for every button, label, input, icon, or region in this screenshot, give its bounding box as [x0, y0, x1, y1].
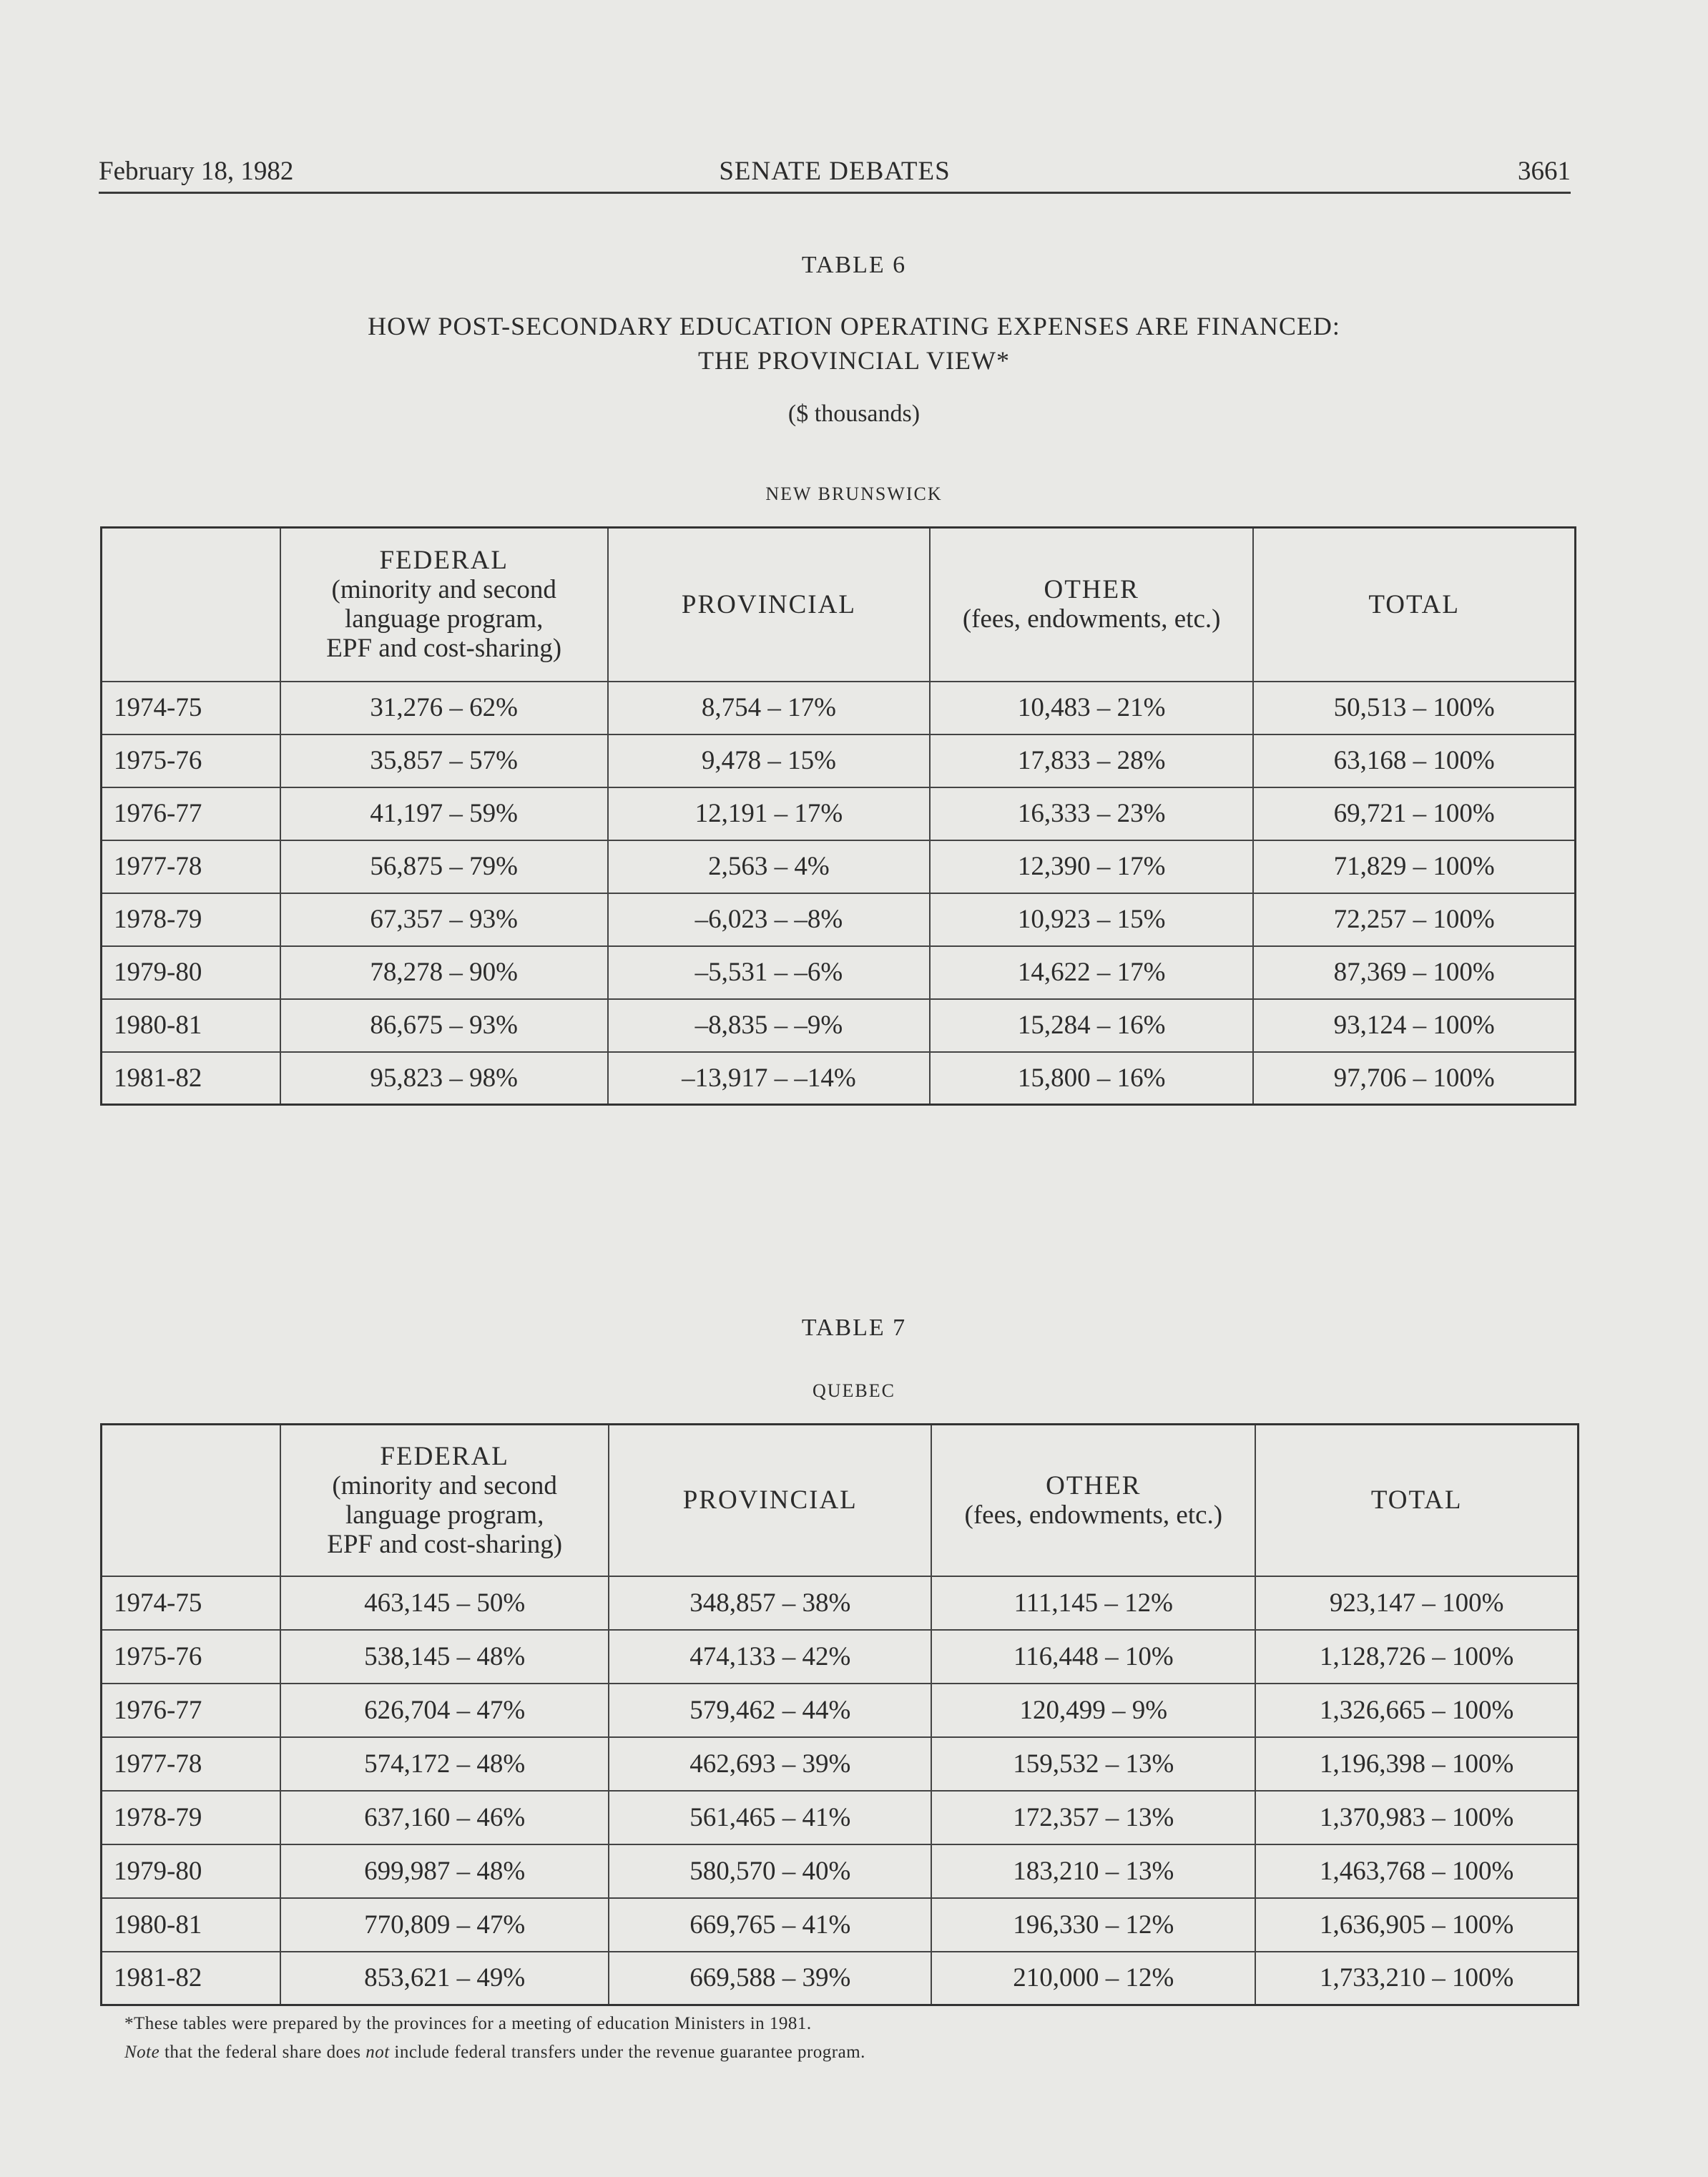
table7-header-row [102, 1425, 1579, 1576]
year-cell: 1974-75 [102, 682, 280, 734]
total-cell: 1,636,905 – 100% [1255, 1898, 1578, 1952]
table6-header-total [1253, 528, 1575, 682]
total-cell: 93,124 – 100% [1253, 999, 1575, 1052]
federal-cell: 41,197 – 59% [280, 787, 608, 840]
total-cell: 69,721 – 100% [1253, 787, 1575, 840]
other-cell: 12,390 – 17% [930, 840, 1253, 893]
total-cell: 50,513 – 100% [1253, 682, 1575, 734]
federal-cell: 463,145 – 50% [280, 1576, 609, 1630]
total-cell: 1,196,398 – 100% [1255, 1737, 1578, 1791]
other-cell: 15,284 – 16% [930, 999, 1253, 1052]
footnote-not-word: not [365, 2043, 390, 2062]
other-cell: 17,833 – 28% [930, 734, 1253, 787]
year-cell: 1977-78 [102, 840, 280, 893]
federal-cell: 626,704 – 47% [280, 1684, 609, 1737]
year-cell: 1981-82 [102, 1052, 280, 1105]
federal-cell: 637,160 – 46% [280, 1791, 609, 1844]
year-cell: 1978-79 [102, 893, 280, 946]
table7-header-other [931, 1425, 1255, 1576]
table7-header-federal [280, 1425, 609, 1576]
other-cell: 111,145 – 12% [931, 1576, 1255, 1630]
table7-other-title: OTHER [1046, 1470, 1142, 1500]
table6-header-federal [280, 528, 608, 682]
footnote-note-word: Note [124, 2043, 160, 2062]
provincial-cell: 9,478 – 15% [608, 734, 930, 787]
table7-federal-sub2: language program, [345, 1500, 544, 1530]
other-cell: 14,622 – 17% [930, 946, 1253, 999]
table6-heading-line1: HOW POST-SECONDARY EDUCATION OPERATING EXPENSES ARE FINANCED: [368, 312, 1340, 340]
federal-cell: 78,278 – 90% [280, 946, 608, 999]
total-cell: 923,147 – 100% [1255, 1576, 1578, 1630]
year-cell: 1975-76 [102, 1630, 281, 1684]
provincial-cell: 580,570 – 40% [609, 1844, 931, 1898]
provincial-cell: 669,588 – 39% [609, 1952, 931, 2005]
table-row [102, 1898, 1579, 1952]
table7-provincial-title: PROVINCIAL [682, 1485, 858, 1515]
footnote-text-b: include federal transfers under the revenue guarantee program. [389, 2043, 865, 2062]
table6-federal-sub3: EPF and cost-sharing) [326, 634, 562, 664]
table6-heading [0, 309, 1708, 378]
table7-label: TABLE 7 [801, 1314, 907, 1341]
federal-cell: 853,621 – 49% [280, 1952, 609, 2005]
table-row [102, 999, 1576, 1052]
table-row [102, 946, 1576, 999]
table-row [102, 1630, 1579, 1684]
other-cell: 10,483 – 21% [930, 682, 1253, 734]
provincial-cell: –13,917 – –14% [608, 1052, 930, 1105]
table7-federal-sub1: (minority and second [332, 1470, 557, 1500]
table6-header-row [102, 528, 1576, 682]
table7-header-year [102, 1425, 281, 1576]
year-cell: 1975-76 [102, 734, 280, 787]
year-cell: 1981-82 [102, 1952, 281, 2005]
table6-total-title: TOTAL [1368, 589, 1460, 619]
table6-region: NEW BRUNSWICK [765, 483, 943, 504]
table-row [102, 840, 1576, 893]
year-cell: 1974-75 [102, 1576, 281, 1630]
total-cell: 87,369 – 100% [1253, 946, 1575, 999]
year-cell: 1979-80 [102, 946, 280, 999]
table7-header-total [1255, 1425, 1578, 1576]
provincial-cell: –6,023 – –8% [608, 893, 930, 946]
federal-cell: 31,276 – 62% [280, 682, 608, 734]
federal-cell: 574,172 – 48% [280, 1737, 609, 1791]
federal-cell: 86,675 – 93% [280, 999, 608, 1052]
other-cell: 15,800 – 16% [930, 1052, 1253, 1105]
federal-cell: 699,987 – 48% [280, 1844, 609, 1898]
table-row [102, 682, 1576, 734]
table7-federal-title: FEDERAL [380, 1441, 509, 1471]
footnote-line1: *These tables were prepared by the provinces for a meeting of education Ministers in 1981. [124, 2014, 812, 2033]
year-cell: 1976-77 [102, 787, 280, 840]
provincial-cell: 8,754 – 17% [608, 682, 930, 734]
table-row [102, 1791, 1579, 1844]
table-row [102, 1844, 1579, 1898]
table6-other-title: OTHER [1044, 575, 1139, 605]
page-header [99, 156, 1571, 194]
table-row [102, 1576, 1579, 1630]
provincial-cell: 669,765 – 41% [609, 1898, 931, 1952]
table7-header-provincial [609, 1425, 931, 1576]
table7-region: QUEBEC [813, 1380, 895, 1401]
footnote-text-a: that the federal share does [159, 2043, 366, 2062]
table6-other-sub: (fees, endowments, etc.) [962, 604, 1221, 634]
table6-header-other [930, 528, 1253, 682]
other-cell: 120,499 – 9% [931, 1684, 1255, 1737]
table7-federal-sub3: EPF and cost-sharing) [327, 1529, 563, 1559]
provincial-cell: 2,563 – 4% [608, 840, 930, 893]
other-cell: 196,330 – 12% [931, 1898, 1255, 1952]
provincial-cell: –8,835 – –9% [608, 999, 930, 1052]
provincial-cell: –5,531 – –6% [608, 946, 930, 999]
table7 [100, 1423, 1579, 2006]
provincial-cell: 579,462 – 44% [609, 1684, 931, 1737]
table6-federal-title: FEDERAL [379, 546, 509, 576]
year-cell: 1976-77 [102, 1684, 281, 1737]
total-cell: 1,128,726 – 100% [1255, 1630, 1578, 1684]
table-row [102, 1684, 1579, 1737]
table6 [100, 526, 1576, 1106]
provincial-cell: 561,465 – 41% [609, 1791, 931, 1844]
other-cell: 116,448 – 10% [931, 1630, 1255, 1684]
total-cell: 71,829 – 100% [1253, 840, 1575, 893]
federal-cell: 35,857 – 57% [280, 734, 608, 787]
year-cell: 1978-79 [102, 1791, 281, 1844]
federal-cell: 95,823 – 98% [280, 1052, 608, 1105]
table6-header-year [102, 528, 280, 682]
header-title: SENATE DEBATES [719, 157, 951, 186]
year-cell: 1980-81 [102, 999, 280, 1052]
total-cell: 97,706 – 100% [1253, 1052, 1575, 1105]
federal-cell: 770,809 – 47% [280, 1898, 609, 1952]
table-row [102, 1737, 1579, 1791]
other-cell: 16,333 – 23% [930, 787, 1253, 840]
provincial-cell: 474,133 – 42% [609, 1630, 931, 1684]
table6-units: ($ thousands) [787, 400, 921, 427]
year-cell: 1979-80 [102, 1844, 281, 1898]
other-cell: 159,532 – 13% [931, 1737, 1255, 1791]
table6-label: TABLE 6 [801, 252, 907, 278]
federal-cell: 538,145 – 48% [280, 1630, 609, 1684]
table-row [102, 734, 1576, 787]
footnote-line2 [124, 2038, 865, 2067]
table7-other-sub: (fees, endowments, etc.) [964, 1500, 1223, 1530]
other-cell: 210,000 – 12% [931, 1952, 1255, 2005]
provincial-cell: 462,693 – 39% [609, 1737, 931, 1791]
table-row [102, 1052, 1576, 1105]
total-cell: 72,257 – 100% [1253, 893, 1575, 946]
other-cell: 172,357 – 13% [931, 1791, 1255, 1844]
table7-total-title: TOTAL [1370, 1485, 1463, 1515]
federal-cell: 67,357 – 93% [280, 893, 608, 946]
table-row [102, 893, 1576, 946]
total-cell: 1,326,665 – 100% [1255, 1684, 1578, 1737]
other-cell: 183,210 – 13% [931, 1844, 1255, 1898]
table-row [102, 1952, 1579, 2005]
provincial-cell: 348,857 – 38% [609, 1576, 931, 1630]
table6-federal-sub1: (minority and second [331, 575, 556, 605]
provincial-cell: 12,191 – 17% [608, 787, 930, 840]
other-cell: 10,923 – 15% [930, 893, 1253, 946]
year-cell: 1977-78 [102, 1737, 281, 1791]
table6-federal-sub2: language program, [345, 604, 544, 634]
federal-cell: 56,875 – 79% [280, 840, 608, 893]
table6-provincial-title: PROVINCIAL [681, 589, 856, 619]
total-cell: 1,733,210 – 100% [1255, 1952, 1578, 2005]
table6-header-provincial [608, 528, 930, 682]
total-cell: 1,463,768 – 100% [1255, 1844, 1578, 1898]
total-cell: 1,370,983 – 100% [1255, 1791, 1578, 1844]
header-page-number: 3661 [1518, 157, 1571, 186]
table-row [102, 787, 1576, 840]
table6-heading-line2: THE PROVINCIAL VIEW* [698, 346, 1010, 375]
year-cell: 1980-81 [102, 1898, 281, 1952]
footnote [124, 2010, 865, 2067]
total-cell: 63,168 – 100% [1253, 734, 1575, 787]
header-date: February 18, 1982 [99, 157, 294, 186]
